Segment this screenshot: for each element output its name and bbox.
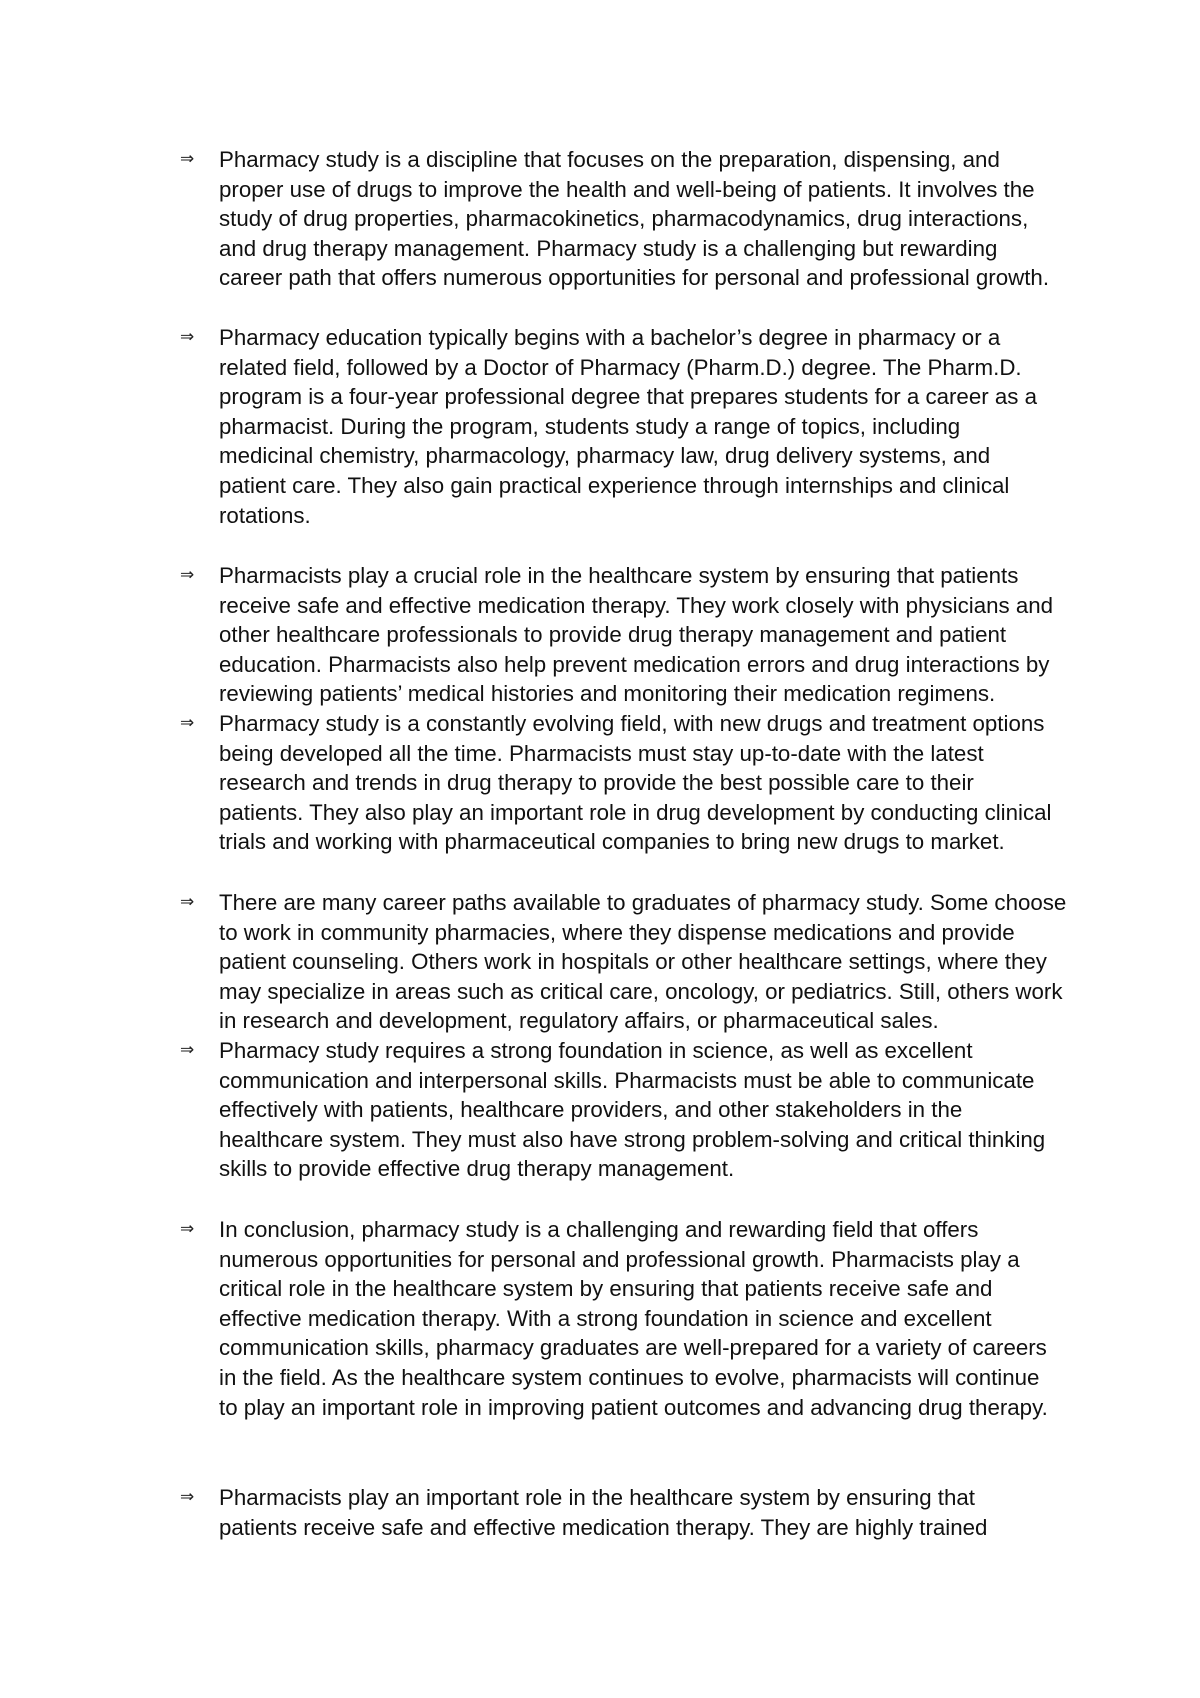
arrow-bullet-icon: ⇒ [180,1219,195,1239]
paragraph [219,145,1099,293]
text-line: career path that offers numerous opportunities for personal and professional growth. [219,265,1050,291]
text-line: program is a four-year professional degree that prepares students for a career as a [219,384,1037,410]
paragraph [219,888,1099,1036]
text-line: communication and interpersonal skills. Pharmacists must be able to communicate [219,1067,1035,1093]
paragraph [219,1483,1099,1542]
arrow-bullet-icon: ⇒ [180,713,195,733]
arrow-bullet-icon: ⇒ [180,1040,195,1060]
text-line: pharmacist. During the program, students study a range of topics, including [219,413,961,439]
text-line: patient counseling. Others work in hospitals or other healthcare settings, where they [219,949,1047,975]
paragraph [219,561,1099,709]
paragraph [219,323,1099,530]
text-line: proper use of drugs to improve the health and well-being of patients. It involves the [219,176,1035,202]
text-line: receive safe and effective medication therapy. They work closely with physicians and [219,592,1054,618]
paragraph [219,1215,1099,1422]
arrow-bullet-icon: ⇒ [180,1487,195,1507]
text-line: in the field. As the healthcare system continues to evolve, pharmacists will continue [219,1364,1040,1390]
text-line: may specialize in areas such as critical care, oncology, or pediatrics. Still, others work [219,978,1063,1004]
text-line: to work in community pharmacies, where they dispense medications and provide [219,919,1015,945]
arrow-bullet-icon: ⇒ [180,327,195,347]
text-line: There are many career paths available to graduates of pharmacy study. Some choose [219,890,1067,915]
text-line: effective medication therapy. With a strong foundation in science and excellent [219,1305,992,1331]
text-line: research and trends in drug therapy to provide the best possible care to their [219,770,974,796]
arrow-bullet-icon: ⇒ [180,149,195,169]
text-line: Pharmacy study requires a strong foundation in science, as well as excellent [219,1038,973,1063]
text-line: other healthcare professionals to provide drug therapy management and patient [219,622,1007,648]
text-line: skills to provide effective drug therapy management. [219,1156,735,1182]
text-line: and drug therapy management. Pharmacy study is a challenging but rewarding [219,235,998,261]
text-line: study of drug properties, pharmacokinetics, pharmacodynamics, drug interactions, [219,206,1029,232]
text-line: communication skills, pharmacy graduates are well-prepared for a variety of careers [219,1335,1047,1361]
text-line: In conclusion, pharmacy study is a challenging and rewarding field that offers [219,1217,979,1242]
text-line: patient care. They also gain practical experience through internships and clinical [219,472,1010,498]
arrow-bullet-icon: ⇒ [180,892,195,912]
text-line: education. Pharmacists also help prevent medication errors and drug interactions by [219,651,1050,677]
text-line: numerous opportunities for personal and professional growth. Pharmacists play a [219,1246,1020,1272]
text-line: Pharmacists play an important role in the healthcare system by ensuring that [219,1485,975,1510]
text-line: critical role in the healthcare system by ensuring that patients receive safe and [219,1276,993,1302]
text-line: Pharmacy study is a discipline that focuses on the preparation, dispensing, and [219,147,1000,172]
arrow-bullet-icon: ⇒ [180,565,195,585]
text-line: Pharmacists play a crucial role in the healthcare system by ensuring that patients [219,563,1019,588]
paragraph [219,709,1099,857]
text-line: Pharmacy study is a constantly evolving field, with new drugs and treatment options [219,711,1045,736]
text-line: related field, followed by a Doctor of Pharmacy (Pharm.D.) degree. The Pharm.D. [219,354,1022,380]
text-line: in research and development, regulatory affairs, or pharmaceutical sales. [219,1008,939,1034]
text-line: patients receive safe and effective medication therapy. They are highly trained [219,1514,988,1540]
text-line: medicinal chemistry, pharmacology, pharmacy law, drug delivery systems, and [219,443,991,469]
text-line: trials and working with pharmaceutical companies to bring new drugs to market. [219,829,1005,855]
text-line: patients. They also play an important role in drug development by conducting clinical [219,799,1052,825]
text-line: rotations. [219,502,311,528]
text-line: being developed all the time. Pharmacists must stay up-to-date with the latest [219,740,984,766]
paragraph [219,1036,1099,1184]
text-line: to play an important role in improving patient outcomes and advancing drug therapy. [219,1394,1048,1420]
text-line: Pharmacy education typically begins with a bachelor’s degree in pharmacy or a [219,325,1001,350]
text-line: healthcare system. They must also have strong problem-solving and critical thinking [219,1126,1046,1152]
text-line: effectively with patients, healthcare providers, and other stakeholders in the [219,1097,963,1123]
text-line: reviewing patients’ medical histories and monitoring their medication regimens. [219,681,996,707]
